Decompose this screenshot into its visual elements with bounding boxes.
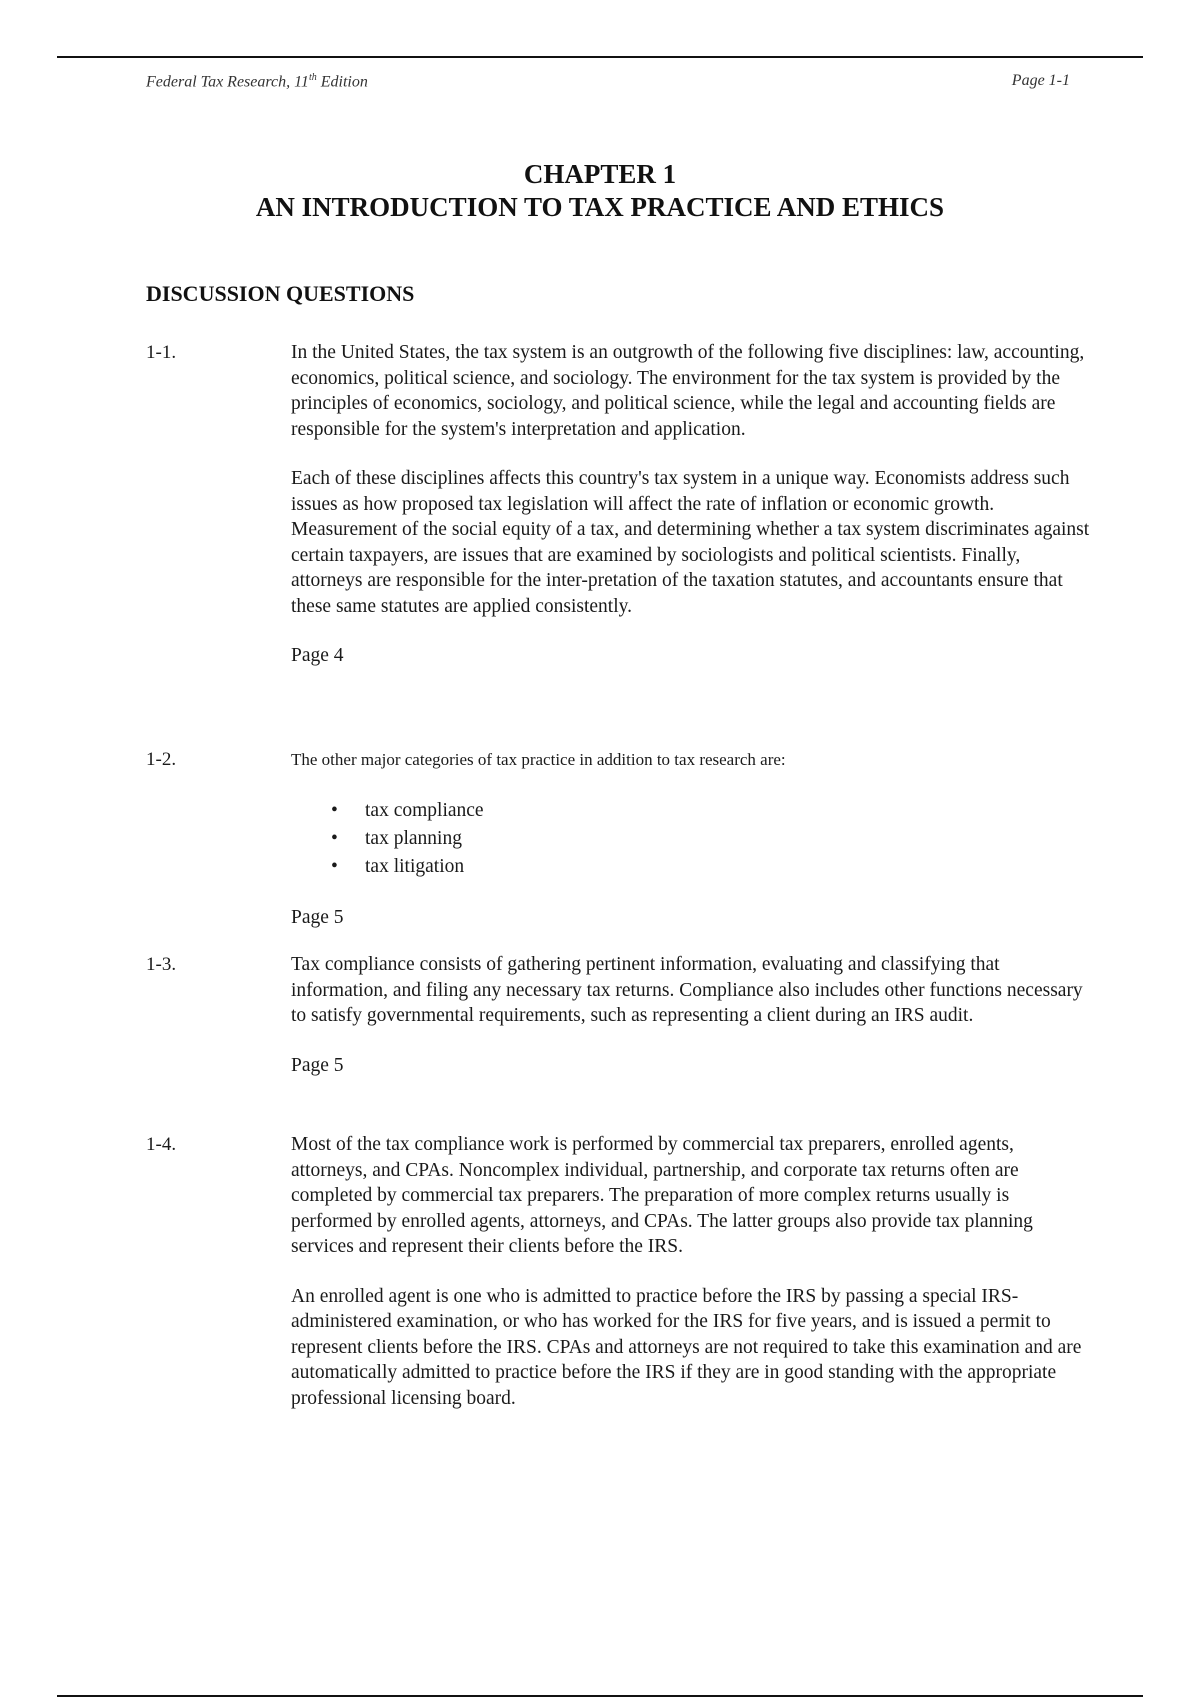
question-body bbox=[291, 747, 1091, 930]
question-body bbox=[291, 340, 1091, 669]
edition-superscript: th bbox=[308, 72, 317, 83]
question-number: 1-1. bbox=[146, 342, 177, 363]
answer-paragraph: In the United States, the tax system is an outgrowth of the following five disciplines: law, accounting, economics, political science, and sociology. The environment for the tax system is provided by the principles of economics, sociology, and political science, while the legal and accounting fields are responsible for the system's interpretation and application. bbox=[291, 342, 1085, 440]
answer-paragraph: Each of these disciplines affects this country's tax system in a unique way. Economists address such issues as how proposed tax legislation will affect the rate of inflation or economic growth. Measurement of the social equity of a tax, and determining whether a tax system discriminates against certain taxpayers, are issues that are examined by sociologists and political scientists. Finally, attorneys are responsible for the inter-pretation of the taxation statutes, and accountants ensure that these same statutes are applied consistently. bbox=[291, 468, 1090, 617]
page-reference: Page 5 bbox=[291, 1054, 344, 1076]
answer-paragraph: Most of the tax compliance work is performed by commercial tax preparers, enrolled agents, attorneys, and CPAs. Noncomplex individual, partnership, and corporate tax returns often are completed by commercial tax preparers. The preparation of more complex returns usually is performed by enrolled agents, attorneys, and CPAs. The latter groups also provide tax planning services and represent their clients before the IRS. bbox=[291, 1134, 1033, 1257]
page-reference: Page 5 bbox=[291, 906, 344, 928]
answer-paragraph: An enrolled agent is one who is admitted to practice before the IRS by passing a special IRS-administered examination, or who has worked for the IRS for five years, and is issued a permit to represent clients before the IRS. CPAs and attorneys are not required to take this examination and are automatically admitted to practice before the IRS if they are in good standing with the appropriate professional licensing board. bbox=[291, 1285, 1082, 1409]
bottom-rule bbox=[57, 1695, 1143, 1697]
question-number: 1-3. bbox=[146, 954, 177, 975]
answer-paragraph: Tax compliance consists of gathering pertinent information, evaluating and classifying that information, and filing any necessary tax returns. Compliance also includes other functions necessary to satisfy governmental requirements, such as representing a client during an IRS audit. bbox=[291, 954, 1083, 1026]
bullet-list bbox=[291, 797, 1091, 881]
section-title: DISCUSSION QUESTIONS bbox=[146, 281, 415, 306]
question-body bbox=[291, 952, 1091, 1078]
chapter-heading bbox=[0, 158, 1200, 224]
list-item: • tax compliance bbox=[331, 797, 1091, 825]
question-number: 1-4. bbox=[146, 1134, 177, 1155]
bullet-icon: • bbox=[331, 827, 338, 849]
page-label: Page 1-1 bbox=[1011, 72, 1070, 89]
bullet-icon: • bbox=[331, 855, 338, 877]
list-item: • tax planning bbox=[331, 825, 1091, 853]
book-title: Federal Tax Research, 11th Edition bbox=[146, 72, 368, 91]
list-item: • tax litigation bbox=[331, 853, 1091, 881]
page-reference: Page 4 bbox=[291, 645, 344, 666]
answer-intro: The other major categories of tax practice in addition to tax research are: bbox=[291, 750, 786, 769]
top-rule bbox=[57, 56, 1143, 58]
bullet-icon: • bbox=[331, 799, 338, 821]
chapter-title: AN INTRODUCTION TO TAX PRACTICE AND ETHICS bbox=[255, 192, 945, 222]
question-number: 1-2. bbox=[146, 749, 177, 770]
question-body bbox=[291, 1132, 1091, 1435]
chapter-number: CHAPTER 1 bbox=[523, 159, 677, 189]
